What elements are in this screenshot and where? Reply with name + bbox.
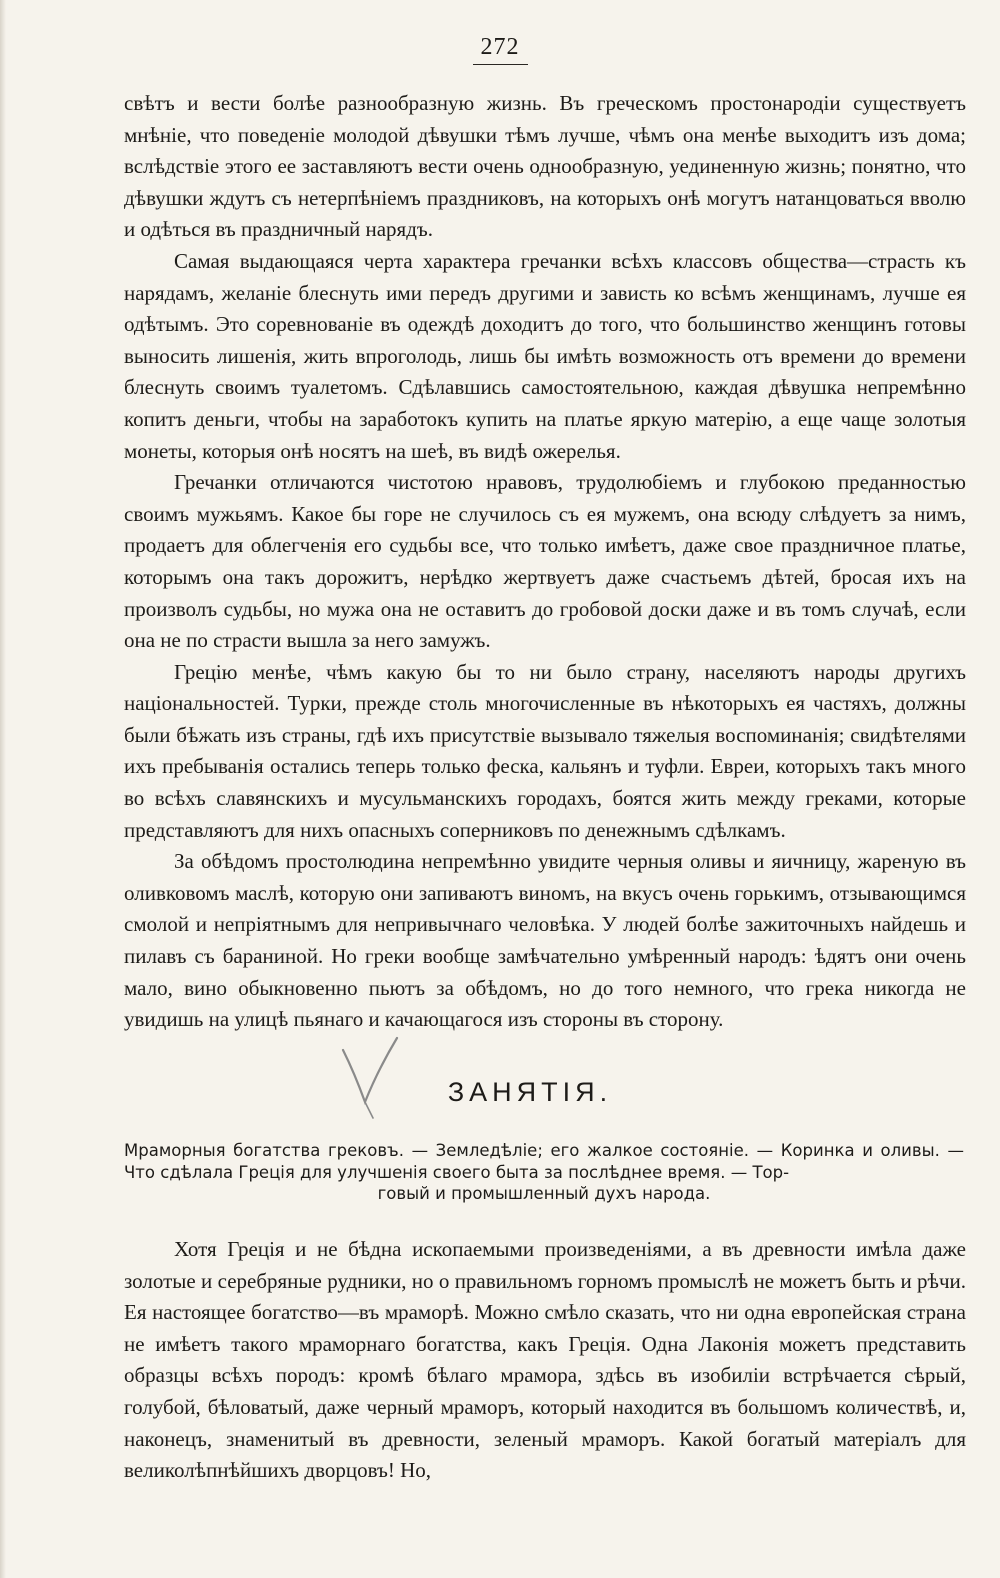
paragraph: Хотя Греція и не бѣдна ископаемыми произведеніями, а въ древности имѣла даже золотые и серебряные рудники, но о правильномъ горномъ промыслѣ не можетъ быть и рѣчи. Ея настоящее богатство—въ мраморѣ. Можно смѣло сказать, что ни одна европейская страна не имѣетъ такого мраморнаго богатства, какъ Греція. Одна Лаконія можетъ представить образцы всѣхъ породъ: кромѣ бѣлаго мрамора, здѣсь въ изобиліи встрѣчается сѣрый, голубой, бѣловатый, даже черный мраморъ, который находится въ большомъ количествѣ, и, наконецъ, знаменитый въ древности, зеленый мраморъ. Какой богатый матеріалъ для великолѣпнѣйшихъ дворцовъ! Но, — [124, 1237, 966, 1483]
paragraph: Самая выдающаяся черта характера гречанки всѣхъ классовъ общества—страсть къ нарядамъ, желаніе блеснуть ими передъ другими и зависть ко всѣмъ женщинамъ, лучше ея одѣтымъ. Это соревнованіе въ одеждѣ доходитъ до того, что большинство женщинъ готовы выносить лишенія, жить впроголодь, лишь бы имѣть возможность отъ времени до времени блеснуть своимъ туалетомъ. Сдѣлавшись самостоятельною, каждая дѣвушка непремѣнно копитъ деньги, чтобы на заработокъ купить на платье яркую матерію, а еще чаще золотыя монеты, которыя онѣ носятъ на шеѣ, въ видѣ ожерелья. — [124, 248, 966, 463]
paragraph-continued: свѣтъ и вести болѣе разнообразную жизнь. Въ греческомъ простонародіи существуетъ мнѣніе, что поведеніе молодой дѣвушки тѣмъ лучше, чѣмъ она менѣе выходитъ изъ дома; вслѣдствіе этого ее заставляютъ вести очень однообразную, уединенную жизнь; понятно, что дѣвушки ждутъ съ нетерпѣніемъ праздниковъ, на которыхъ онѣ могутъ натанцоваться вволю и одѣться въ праздничный нарядъ. — [124, 91, 966, 242]
section-heading: ЗАНЯТІЯ. — [447, 1077, 613, 1107]
summary-text: Мраморныя богатства грековъ. — Земледѣліе; его жалкое состояніе. — Коринка и оливы. — Что сдѣлала Греція для улучшенія своего быта за послѣднее время. — Тор- — [124, 1141, 964, 1182]
page-edge-shadow — [0, 0, 6, 1578]
body-text-lower — [124, 1234, 966, 1487]
section-summary — [124, 1140, 964, 1205]
body-text-upper — [124, 88, 966, 1036]
paragraph: Гречанки отличаются чистотою нравовъ, трудолюбіемъ и глубокою преданностью своимъ мужьямъ. Какое бы горе не случилось съ ея мужемъ, она всюду слѣдуетъ за нимъ, продаетъ для облегченія его судьбы все, что только имѣетъ, даже свое праздничное платье, которымъ она такъ дорожитъ, нерѣдко жертвуетъ даже счастьемъ дѣтей, бросая ихъ на произволъ судьбы, но мужа она не оставитъ до гробовой доски даже и въ томъ случаѣ, если она не по страсти вышла за него замужъ. — [124, 470, 966, 653]
summary-last-line: говый и промышленный духъ народа. — [377, 1184, 711, 1203]
paragraph: За обѣдомъ простолюдина непремѣнно увидите черныя оливы и яичницу, жареную въ оливковомъ маслѣ, которую они запиваютъ виномъ, на вкусъ очень горькимъ, отзывающимся смолой и непріятнымъ для непривычнаго человѣка. У людей болѣе зажиточныхъ найдешь и пилавъ съ бараниной. Но греки вообще замѣчательно умѣренный народъ: ѣдятъ они очень мало, вино обыкновенно пьютъ за обѣдомъ, но до того немного, что грека никогда не увидишь на улицѣ пьянаго и качающагося изъ стороны въ сторону. — [124, 849, 966, 1032]
paragraph: Грецію менѣе, чѣмъ какую бы то ни было страну, населяютъ народы другихъ національностей. Турки, прежде столь многочисленные въ нѣкоторыхъ ея частяхъ, должны были бѣжать изъ страны, гдѣ ихъ присутствіе вызывало тяжелыя воспоминанія; свидѣтелями ихъ пребыванія остались теперь только феска, кальянъ и туфли. Евреи, которыхъ такъ много во всѣхъ славянскихъ и мусульманскихъ городахъ, боятся жить между греками, которые представляютъ для нихъ опасныхъ соперниковъ по денежнымъ сдѣлкамъ. — [124, 659, 966, 842]
page-number: 272 — [473, 34, 528, 65]
page-number-container — [0, 34, 1000, 65]
